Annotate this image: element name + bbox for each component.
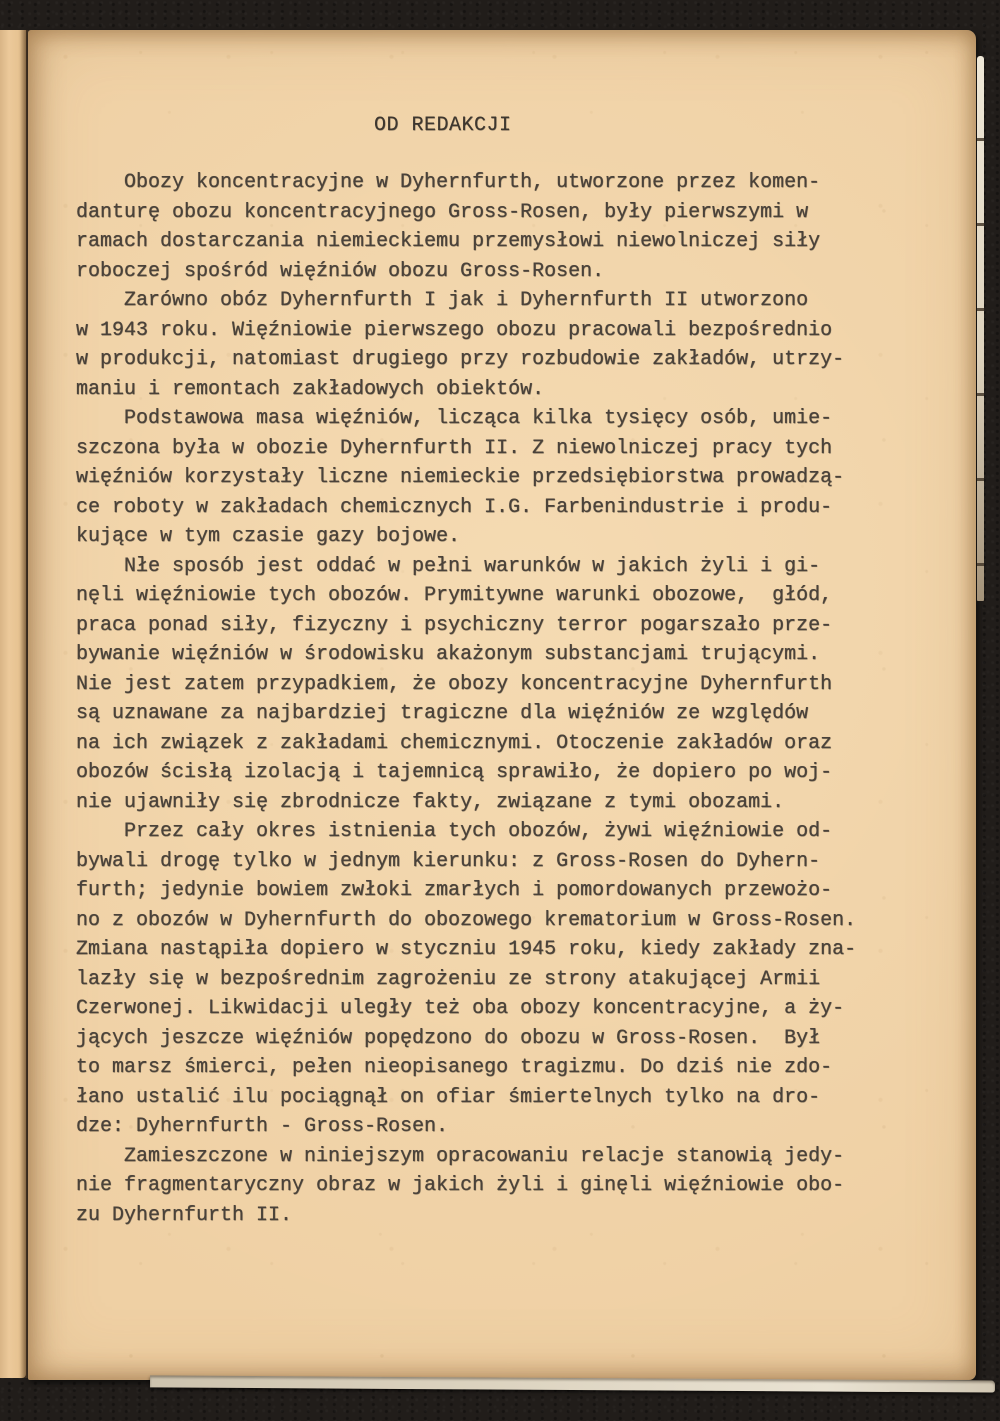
paragraph xyxy=(76,168,942,286)
text-line: roboczej spośród więźniów obozu Gross-Rosen. xyxy=(76,259,605,283)
text-line: są uznawane za najbardziej tragiczne dla więźniów ze względów xyxy=(76,702,809,725)
text-line: łano ustalić ilu pociągnął on ofiar śmiertelnych tylko na dro- xyxy=(76,1085,821,1109)
text-line: Zarówno obóz Dyhernfurth I jak i Dyhernfurth II utworzono xyxy=(76,289,809,312)
paragraph xyxy=(76,1142,942,1231)
text-line: więźniów korzystały liczne niemieckie przedsiębiorstwa prowadzą- xyxy=(76,466,845,489)
paragraph xyxy=(76,404,942,552)
text-line: ramach dostarczania niemieckiemu przemysłowi niewolniczej siły xyxy=(76,230,821,253)
page-title: OD REDAKCJI xyxy=(374,114,512,137)
text-line: na ich związek z zakładami chemicznymi. Otoczenie zakładów oraz xyxy=(76,731,833,755)
text-line: Zamieszczone w niniejszym opracowaniu relacje stanowią jedy- xyxy=(76,1144,845,1168)
text-line: nęli więźniowie tych obozów. Prymitywne warunki obozowe, głód, xyxy=(76,584,833,607)
text-line: Czerwonej. Likwidacji uległy też oba obozy koncentracyjne, a ży- xyxy=(76,997,845,1020)
text-line: obozów ścisłą izolacją i tajemnicą sprawiło, że dopiero po woj- xyxy=(76,761,833,784)
page-edges-right xyxy=(977,56,984,601)
text-line: danturę obozu koncentracyjnego Gross-Rosen, były pierwszymi w xyxy=(76,200,809,224)
text-line: jących jeszcze więźniów popędzono do obozu w Gross-Rosen. Był xyxy=(76,1026,821,1050)
text-line: to marsz śmierci, pełen nieopisanego tragizmu. Do dziś nie zdo- xyxy=(76,1056,833,1079)
text-line: Nie jest zatem przypadkiem, że obozy koncentracyjne Dyhernfurth xyxy=(76,672,833,696)
text-line: Obozy koncentracyjne w Dyhernfurth, utworzone przez komen- xyxy=(76,171,821,194)
text-line: w 1943 roku. Więźniowie pierwszego obozu pracowali bezpośrednio xyxy=(76,318,833,342)
paragraph xyxy=(76,286,942,404)
text-line: nie fragmentaryczny obraz w jakich żyli i ginęli więźniowie obo- xyxy=(76,1174,845,1197)
text-line: Podstawowa masa więźniów, licząca kilka tysięcy osób, umie- xyxy=(76,407,833,430)
document-page xyxy=(28,30,976,1380)
text-line: praca ponad siły, fizyczny i psychiczny terror pogarszało prze- xyxy=(76,613,833,637)
paragraph xyxy=(76,817,942,1142)
text-line: kujące w tym czasie gazy bojowe. xyxy=(76,525,461,548)
text-line: no z obozów w Dyhernfurth do obozowego krematorium w Gross-Rosen. xyxy=(76,908,857,932)
text-line: bywanie więźniów w środowisku akażonym substancjami trującymi. xyxy=(76,643,821,666)
paragraph xyxy=(76,552,942,818)
text-line: lazły się w bezpośrednim zagrożeniu ze strony atakującej Armii xyxy=(76,967,821,991)
text-line: furth; jedynie bowiem zwłoki zmarłych i pomordowanych przewożo- xyxy=(76,879,833,902)
text-line: maniu i remontach zakładowych obiektów. xyxy=(76,377,545,401)
text-line: szczona była w obozie Dyhernfurth II. Z niewolniczej pracy tych xyxy=(76,436,833,460)
text-line: zu Dyhernfurth II. xyxy=(76,1203,293,1227)
page-body xyxy=(76,168,942,1230)
text-line: ce roboty w zakładach chemicznych I.G. Farbenindustrie i produ- xyxy=(76,495,833,519)
text-line: w produkcji, natomiast drugiego przy rozbudowie zakładów, utrzy- xyxy=(76,348,845,371)
text-line: Przez cały okres istnienia tych obozów, żywi więźniowie od- xyxy=(76,820,833,843)
text-line: nie ujawniły się zbrodnicze fakty, związane z tymi obozami. xyxy=(76,790,785,814)
text-line: dze: Dyhernfurth - Gross-Rosen. xyxy=(76,1115,449,1138)
text-line: Zmiana nastąpiła dopiero w styczniu 1945 roku, kiedy zakłady zna- xyxy=(76,938,857,961)
text-line: Nłe sposób jest oddać w pełni warunków w jakich żyli i gi- xyxy=(76,554,821,578)
text-line: bywali drogę tylko w jednym kierunku: z Gross-Rosen do Dyhern- xyxy=(76,849,821,873)
